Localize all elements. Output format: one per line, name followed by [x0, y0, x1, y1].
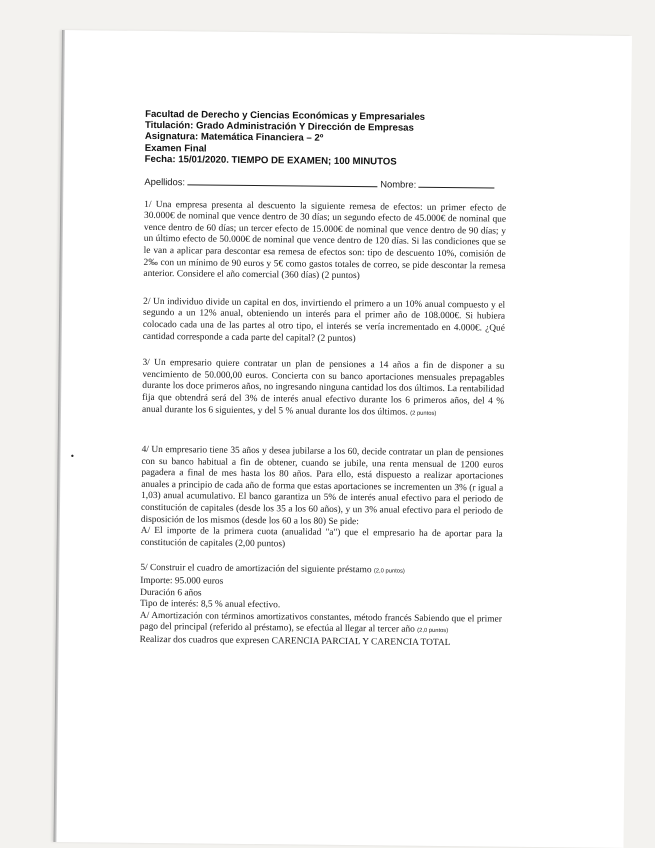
name-label: Nombre:: [380, 178, 417, 190]
question-2: 2/ Un individuo divide un capital en dos, invirtiendo el primero a un 10% anual compuesto y el segundo a un 12% anual, obteniendo un interés para el primer año de 108.000€. Si hubiera colocado cada una de las partes al otro tipo, el interés se vería incrementado en 4.000€. ¿Qué cantidad corresponde a cada parte del capital? (2 puntos): [142, 296, 506, 344]
question-5-part-a: A/ Amortización con términos amortizativos constantes, método francés Sabiendo que el primer pago del principal (referido al préstamo), se efectúa al llegar al tercer año: [139, 610, 502, 636]
date-line: Fecha: 15/01/2020. TIEMPO DE EXAMEN; 100 MINUTOS: [144, 153, 397, 168]
exam-content: [140, 109, 508, 650]
question-3-text: 3/ Un empresario quiere contratar un plan de pensiones a 14 años a fin de disponer a su vencimiento de 50.000,00 euros. Concierta con su banco aportaciones mensuales prepagables durante los doce primeros años, no ingresando ninguna cantidad los dos últimos. La rentabilidad fija que obtendrá será del 3% de interés anual efectivo durante los 6 primeros años, del 4 % anual durante los 6 siguientes, y del 5 % anual durante los dos últimos.: [141, 358, 505, 418]
surname-label: Apellidos:: [144, 175, 186, 188]
question-1: 1/ Una empresa presenta al descuento la siguiente remesa de efectos: un primer efecto de 30.000€ de nominal que vence dentro de 30 días; un segundo efecto de 45.000€ de nominal que vence dentro de 60 días; un tercer efecto de 15.000€ de nominal que vence dentro de 90 días; y un último efecto de 50.000€ de nominal que vence dentro de 120 días. Si las condiciones que se le van a aplicar para descontar esa remesa de efectos son: tipo de descuento 10%, comisión de 2‰ con un mínimo de 90 euros y 5€ como gastos totales de correo, se pide descontar la remesa anterior. Considere el año comercial (360 días) (2 puntos): [143, 199, 507, 282]
question-4: [141, 445, 504, 553]
question-4-text: 4/ Un empresario tiene 35 años y desea jubilarse a los 60, decide contratar un plan de pensiones con su banco habitual a fin de obtener, cuando se jubile, una renta mensual de 1200 euros pagadera a final de mes hasta los 80 años. Para ello, está dispuesto a realizar aportaciones anuales a principio de cada año de forma que estas aportaciones se incrementen un 3% (r igual a 1,03) anual acumulativo. El banco garantiza un 5% de interés anual efectivo para el periodo de constitución de capitales (desde los 35 a los 60 años), y un 3% anual efectivo para el periodo de disposición de los mismos (desde los 60 a los 80) Se pide:: [140, 444, 504, 527]
question-5-intro: 5/ Construir el cuadro de amortización del siguiente préstamo: [140, 563, 372, 576]
question-5-rate: Tipo de interés: 8,5 % anual efectivo.: [139, 599, 281, 611]
question-5-amount: Importe: 95.000 euros: [140, 575, 224, 587]
exam-type-line: Examen Final: [144, 142, 207, 155]
question-5-part-a-points: (2,0 puntos): [417, 628, 449, 635]
student-fields: [144, 176, 506, 191]
question-5-final: Realizar dos cuadros que expresen CARENCIA PARCIAL Y CARENCIA TOTAL: [139, 634, 451, 649]
question-5-duration: Duración 6 años: [140, 587, 202, 599]
name-blank[interactable]: [419, 179, 495, 189]
subject-line: Asignatura: Matemática Financiera – 2º: [144, 131, 324, 145]
question-4-part-a: A/ El importe de la primera cuota (anualidad "a") que el empresario ha de aportar para la constitución de capitales (2,00 puntos): [140, 526, 503, 550]
exam-sheet: [53, 30, 631, 848]
question-5-intro-points: (2,0 puntos): [373, 568, 405, 576]
degree-line: Titulación: Grado Administración Y Dirección de Empresas: [144, 120, 414, 134]
surname-blank[interactable]: [188, 176, 378, 187]
question-3: [142, 358, 505, 421]
question-3-points: (2 puntos): [410, 410, 437, 417]
margin-bullet: •: [70, 452, 75, 461]
exam-header: [145, 109, 508, 169]
question-5: [140, 563, 503, 650]
faculty-line: Facultad de Derecho y Ciencias Económicas y Empresariales: [145, 108, 426, 123]
